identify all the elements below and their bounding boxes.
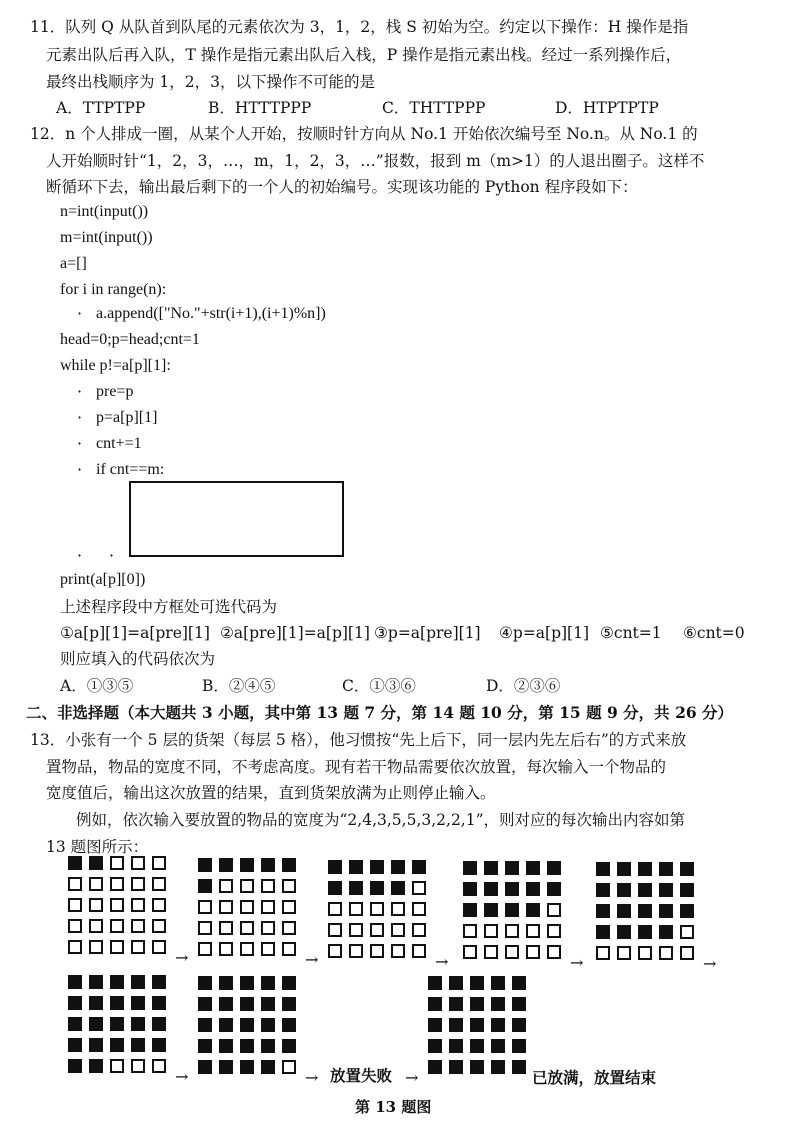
shelf-slot-empty — [282, 900, 296, 914]
shelf-slot-filled — [617, 883, 631, 897]
shelf-slot-empty — [131, 1059, 145, 1073]
shelf-slot-filled — [391, 860, 405, 874]
shelf-slot-filled — [68, 975, 82, 989]
shelf-slot-empty — [68, 940, 82, 954]
code-line: head=0;p=head;cnt=1 — [60, 331, 200, 348]
shelf-slot-empty — [131, 856, 145, 870]
shelf-slot-empty — [547, 903, 561, 917]
shelf-slot-empty — [547, 945, 561, 959]
shelf-slot-filled — [512, 1018, 526, 1032]
code-choice-4: ④p=a[p][1] — [499, 624, 590, 642]
code-line: n=int(input()) — [60, 203, 149, 220]
shelf-slot-empty — [484, 924, 498, 938]
shelf-slot-empty — [89, 898, 103, 912]
section-title: 二、非选择题（本大题共 3 小题，其中第 13 题 7 分，第 14 题 10 分，第 15 题 9 分，共 26 分） — [26, 703, 734, 722]
shelf-slot-empty — [131, 898, 145, 912]
code-line: cnt+=1 — [96, 435, 142, 452]
shelf-slot-filled — [282, 1018, 296, 1032]
shelf-slot-empty — [282, 1060, 296, 1074]
shelf-slot-filled — [110, 996, 124, 1010]
shelf-slot-filled — [282, 1039, 296, 1053]
shelf-slot-filled — [659, 862, 673, 876]
q11-line1: 11．队列 Q 从队首到队尾的元素依次为 3，1，2，栈 S 初始为空。约定以下操作：H 操作是指 — [30, 18, 689, 36]
code-line: print(a[p][0]) — [60, 571, 146, 588]
shelf-slot-filled — [484, 861, 498, 875]
q12-option-b: B．②④⑤ — [202, 677, 276, 695]
shelf-slot-filled — [198, 1039, 212, 1053]
shelf-slot-empty — [391, 944, 405, 958]
shelf-slot-empty — [596, 946, 610, 960]
shelf-slot-filled — [505, 882, 519, 896]
shelf-slot-filled — [282, 997, 296, 1011]
shelf-slot-filled — [110, 1017, 124, 1031]
shelf-slot-filled — [282, 976, 296, 990]
shelf-slot-empty — [152, 856, 166, 870]
shelf-slot-empty — [152, 919, 166, 933]
arrow-icon: → — [305, 1068, 319, 1087]
shelf-slot-empty — [261, 879, 275, 893]
shelf-slot-filled — [512, 997, 526, 1011]
shelf-slot-empty — [526, 945, 540, 959]
shelf-slot-filled — [638, 862, 652, 876]
shelf-slot-filled — [68, 996, 82, 1010]
shelf-slot-filled — [198, 997, 212, 1011]
shelf-slot-filled — [261, 1060, 275, 1074]
shelf-slot-empty — [261, 942, 275, 956]
shelf-slot-filled — [491, 1060, 505, 1074]
shelf-slot-filled — [152, 1038, 166, 1052]
code-choice-5: ⑤cnt=1 — [600, 624, 662, 642]
indent-dot: · — [77, 434, 83, 453]
q12-line3: 断循环下去，输出最后剩下的一个人的初始编号。实现该功能的 Python 程序段如下： — [46, 178, 638, 196]
shelf-slot-filled — [659, 925, 673, 939]
placement-failed-text: 放置失败 — [330, 1066, 393, 1085]
shelf-slot-filled — [261, 976, 275, 990]
shelf-slot-filled — [370, 881, 384, 895]
shelf-slot-empty — [391, 902, 405, 916]
shelf-slot-filled — [463, 882, 477, 896]
q12-box-question: 上述程序段中方框处可选代码为 — [60, 598, 278, 616]
shelf-slot-filled — [89, 856, 103, 870]
shelf-slot-filled — [68, 856, 82, 870]
shelf-slot-empty — [240, 879, 254, 893]
shelf-grid-step-5 — [596, 862, 694, 960]
shelf-slot-filled — [131, 996, 145, 1010]
shelf-slot-empty — [526, 924, 540, 938]
shelf-slot-filled — [470, 1060, 484, 1074]
shelf-slot-empty — [240, 921, 254, 935]
shelf-slot-filled — [89, 975, 103, 989]
shelf-slot-empty — [412, 881, 426, 895]
shelf-slot-filled — [198, 1018, 212, 1032]
shelf-slot-empty — [484, 945, 498, 959]
q11-option-b: B．HTTTPPP — [208, 99, 312, 117]
shelf-slot-filled — [349, 881, 363, 895]
shelf-slot-filled — [152, 996, 166, 1010]
q13-line1: 13．小张有一个 5 层的货架（每层 5 格），他习惯按“先上后下，同一层内先左后右”的方式来放 — [30, 731, 687, 749]
shelf-grid-step-1 — [68, 856, 166, 954]
indent-dot: · — [77, 546, 83, 565]
shelf-slot-empty — [131, 919, 145, 933]
shelf-slot-empty — [240, 900, 254, 914]
shelf-slot-filled — [491, 1039, 505, 1053]
shelf-slot-filled — [240, 1060, 254, 1074]
shelf-grid-step-2 — [198, 858, 296, 956]
code-line: pre=p — [96, 383, 134, 400]
shelf-grid-step-3 — [328, 860, 426, 958]
shelf-slot-filled — [463, 861, 477, 875]
shelf-slot-empty — [617, 946, 631, 960]
shelf-slot-filled — [198, 858, 212, 872]
shelf-slot-filled — [428, 976, 442, 990]
shelf-slot-empty — [328, 944, 342, 958]
q12-order-question: 则应填入的代码依次为 — [60, 650, 216, 668]
shelf-slot-filled — [198, 879, 212, 893]
shelf-slot-empty — [680, 946, 694, 960]
shelf-slot-filled — [680, 883, 694, 897]
shelf-slot-empty — [110, 898, 124, 912]
shelf-slot-empty — [68, 919, 82, 933]
shelf-slot-filled — [596, 883, 610, 897]
indent-dot: · — [77, 382, 83, 401]
shelf-grid-step-7 — [198, 976, 296, 1074]
shelf-slot-filled — [491, 976, 505, 990]
shelf-slot-empty — [370, 923, 384, 937]
shelf-slot-filled — [219, 1018, 233, 1032]
shelf-slot-filled — [596, 862, 610, 876]
shelf-slot-empty — [110, 877, 124, 891]
shelf-slot-empty — [110, 940, 124, 954]
shelf-slot-filled — [638, 904, 652, 918]
shelf-slot-empty — [282, 942, 296, 956]
shelf-slot-empty — [659, 946, 673, 960]
shelf-slot-filled — [526, 903, 540, 917]
shelf-slot-empty — [463, 924, 477, 938]
shelf-slot-empty — [219, 921, 233, 935]
shelf-slot-filled — [370, 860, 384, 874]
shelf-slot-filled — [219, 1060, 233, 1074]
q12-option-d: D．②③⑥ — [486, 677, 561, 695]
shelf-slot-empty — [198, 942, 212, 956]
arrow-icon: → — [405, 1068, 419, 1087]
shelf-slot-filled — [198, 976, 212, 990]
indent-dot: · — [109, 546, 115, 565]
q13-line3: 宽度值后，输出这次放置的结果，直到货架放满为止则停止输入。 — [46, 784, 496, 802]
shelf-slot-empty — [110, 919, 124, 933]
shelf-slot-filled — [463, 903, 477, 917]
shelf-slot-filled — [89, 1038, 103, 1052]
shelf-slot-empty — [328, 902, 342, 916]
shelf-slot-filled — [470, 1018, 484, 1032]
shelf-slot-filled — [240, 1018, 254, 1032]
shelf-slot-filled — [428, 1018, 442, 1032]
shelf-slot-filled — [512, 1039, 526, 1053]
shelf-slot-filled — [638, 883, 652, 897]
arrow-icon: → — [703, 954, 717, 973]
code-choice-2: ②a[pre][1]=a[p][1] — [220, 624, 370, 642]
shelf-slot-filled — [328, 860, 342, 874]
shelf-slot-empty — [505, 945, 519, 959]
shelf-slot-empty — [412, 902, 426, 916]
shelf-slot-filled — [470, 1039, 484, 1053]
shelf-slot-empty — [370, 944, 384, 958]
shelf-slot-filled — [526, 861, 540, 875]
indent-dot: · — [77, 460, 83, 479]
q13-line2: 置物品，物品的宽度不同，不考虑高度。现有若干物品需要依次放置，每次输入一个物品的 — [46, 758, 667, 776]
shelf-slot-empty — [131, 940, 145, 954]
shelf-slot-filled — [68, 1017, 82, 1031]
q13-line4: 例如，依次输入要放置的物品的宽度为“2,4,3,5,5,3,2,2,1”，则对应的每次输出内容如第 — [76, 811, 686, 829]
shelf-slot-filled — [152, 1017, 166, 1031]
shelf-slot-empty — [152, 1059, 166, 1073]
q12-line1: 12．n 个人排成一圈，从某个人开始，按顺时针方向从 No.1 开始依次编号至 No.n。从 No.1 的 — [30, 125, 698, 143]
shelf-slot-empty — [68, 877, 82, 891]
shelf-slot-empty — [131, 877, 145, 891]
shelf-slot-filled — [328, 881, 342, 895]
shelf-slot-empty — [412, 923, 426, 937]
shelf-slot-filled — [391, 881, 405, 895]
shelf-slot-filled — [219, 858, 233, 872]
shelf-slot-filled — [240, 997, 254, 1011]
shelf-slot-filled — [638, 925, 652, 939]
shelf-slot-filled — [547, 882, 561, 896]
shelf-slot-filled — [596, 925, 610, 939]
shelf-slot-filled — [89, 996, 103, 1010]
shelf-slot-filled — [282, 858, 296, 872]
shelf-slot-filled — [449, 1018, 463, 1032]
shelf-slot-empty — [198, 921, 212, 935]
indent-dot: · — [77, 304, 83, 323]
shelf-slot-empty — [152, 877, 166, 891]
shelf-slot-filled — [68, 1059, 82, 1073]
shelf-slot-filled — [680, 862, 694, 876]
shelf-slot-filled — [449, 997, 463, 1011]
shelf-slot-filled — [110, 975, 124, 989]
shelf-slot-filled — [152, 975, 166, 989]
q12-option-c: C．①③⑥ — [342, 677, 416, 695]
shelf-slot-empty — [198, 900, 212, 914]
shelf-grid-step-4 — [463, 861, 561, 959]
shelf-grid-step-6 — [68, 975, 166, 1073]
shelf-slot-filled — [428, 997, 442, 1011]
q11-option-c: C．THTTPPP — [382, 99, 486, 117]
shelf-slot-empty — [152, 898, 166, 912]
shelf-slot-filled — [617, 904, 631, 918]
shelf-slot-filled — [484, 882, 498, 896]
shelf-slot-filled — [505, 861, 519, 875]
shelf-slot-filled — [110, 1038, 124, 1052]
shelf-slot-empty — [412, 944, 426, 958]
code-line: m=int(input()) — [60, 229, 153, 246]
q11-line3: 最终出栈顺序为 1，2，3，以下操作不可能的是 — [46, 73, 376, 91]
shelf-slot-filled — [449, 976, 463, 990]
shelf-slot-filled — [131, 975, 145, 989]
shelf-slot-filled — [470, 976, 484, 990]
shelf-slot-filled — [491, 997, 505, 1011]
shelf-slot-filled — [470, 997, 484, 1011]
code-choice-1: ①a[p][1]=a[pre][1] — [60, 624, 210, 642]
shelf-slot-filled — [512, 1060, 526, 1074]
shelf-slot-empty — [680, 925, 694, 939]
shelf-slot-filled — [596, 904, 610, 918]
shelf-slot-empty — [349, 923, 363, 937]
code-choice-3: ③p=a[pre][1] — [374, 624, 481, 642]
shelf-slot-empty — [110, 1059, 124, 1073]
shelf-slot-filled — [428, 1060, 442, 1074]
code-line: while p!=a[p][1]: — [60, 357, 171, 374]
shelf-slot-filled — [89, 1059, 103, 1073]
shelf-slot-filled — [261, 1039, 275, 1053]
code-choice-6: ⑥cnt=0 — [683, 624, 745, 642]
shelf-slot-filled — [219, 997, 233, 1011]
shelf-slot-filled — [659, 883, 673, 897]
shelf-slot-empty — [68, 898, 82, 912]
shelf-slot-empty — [219, 900, 233, 914]
q12-option-a: A．①③⑤ — [60, 677, 134, 695]
shelf-slot-filled — [505, 903, 519, 917]
q13-line5: 13 题图所示： — [46, 838, 149, 856]
shelf-slot-empty — [349, 944, 363, 958]
shelf-slot-empty — [240, 942, 254, 956]
arrow-icon: → — [175, 948, 189, 967]
arrow-icon: → — [570, 953, 584, 972]
shelf-slot-empty — [261, 900, 275, 914]
arrow-icon: → — [435, 952, 449, 971]
shelf-slot-empty — [110, 856, 124, 870]
code-line: a=[] — [60, 255, 87, 272]
shelf-slot-filled — [680, 904, 694, 918]
code-line: p=a[p][1] — [96, 409, 158, 426]
shelf-slot-filled — [219, 976, 233, 990]
q11-option-d: D．HTPTPTP — [555, 99, 659, 117]
shelf-slot-empty — [463, 945, 477, 959]
code-line: a.append(["No."+str(i+1),(i+1)%n]) — [96, 305, 326, 322]
shelf-slot-filled — [261, 997, 275, 1011]
shelf-slot-empty — [89, 940, 103, 954]
shelf-slot-empty — [282, 921, 296, 935]
shelf-slot-filled — [219, 1039, 233, 1053]
shelf-slot-filled — [68, 1038, 82, 1052]
shelf-slot-empty — [219, 942, 233, 956]
shelf-slot-filled — [412, 860, 426, 874]
shelf-slot-filled — [240, 976, 254, 990]
shelf-slot-filled — [449, 1060, 463, 1074]
shelf-slot-filled — [261, 858, 275, 872]
shelf-slot-empty — [547, 924, 561, 938]
shelf-slot-filled — [428, 1039, 442, 1053]
shelf-slot-filled — [240, 858, 254, 872]
shelf-slot-empty — [89, 919, 103, 933]
q12-line2: 人开始顺时针“1，2，3，…，m，1，2，3，…”报数，报到 m（m>1）的人退出圈子。这样不 — [46, 152, 705, 170]
shelf-slot-filled — [512, 976, 526, 990]
code-line: if cnt==m: — [96, 461, 165, 478]
figure-caption: 第 13 题图 — [355, 1098, 432, 1116]
answer-blank-box — [129, 481, 344, 557]
shelf-slot-empty — [89, 877, 103, 891]
shelf-slot-empty — [391, 923, 405, 937]
shelf-slot-empty — [152, 940, 166, 954]
shelf-slot-empty — [349, 902, 363, 916]
shelf-slot-empty — [219, 879, 233, 893]
shelf-slot-empty — [505, 924, 519, 938]
shelf-slot-filled — [547, 861, 561, 875]
shelf-slot-filled — [131, 1038, 145, 1052]
shelf-slot-filled — [240, 1039, 254, 1053]
q11-option-a: A．TTPTPP — [56, 99, 146, 117]
shelf-slot-filled — [349, 860, 363, 874]
shelf-grid-step-8 — [428, 976, 526, 1074]
shelf-slot-filled — [198, 1060, 212, 1074]
shelf-slot-filled — [491, 1018, 505, 1032]
shelf-slot-empty — [282, 879, 296, 893]
shelf-full-text: 已放满，放置结束 — [532, 1068, 657, 1087]
shelf-slot-filled — [659, 904, 673, 918]
shelf-slot-filled — [526, 882, 540, 896]
code-line: for i in range(n): — [60, 281, 167, 298]
shelf-slot-filled — [261, 1018, 275, 1032]
shelf-slot-filled — [484, 903, 498, 917]
shelf-slot-filled — [89, 1017, 103, 1031]
shelf-slot-filled — [617, 925, 631, 939]
shelf-slot-empty — [261, 921, 275, 935]
shelf-slot-filled — [131, 1017, 145, 1031]
shelf-slot-empty — [328, 923, 342, 937]
q11-line2: 元素出队后再入队，T 操作是指元素出队后入栈，P 操作是指元素出栈。经过一系列操作后， — [46, 46, 682, 64]
shelf-slot-filled — [449, 1039, 463, 1053]
arrow-icon: → — [305, 950, 319, 969]
shelf-slot-empty — [638, 946, 652, 960]
shelf-slot-filled — [617, 862, 631, 876]
shelf-slot-empty — [370, 902, 384, 916]
arrow-icon: → — [175, 1067, 189, 1086]
indent-dot: · — [77, 408, 83, 427]
